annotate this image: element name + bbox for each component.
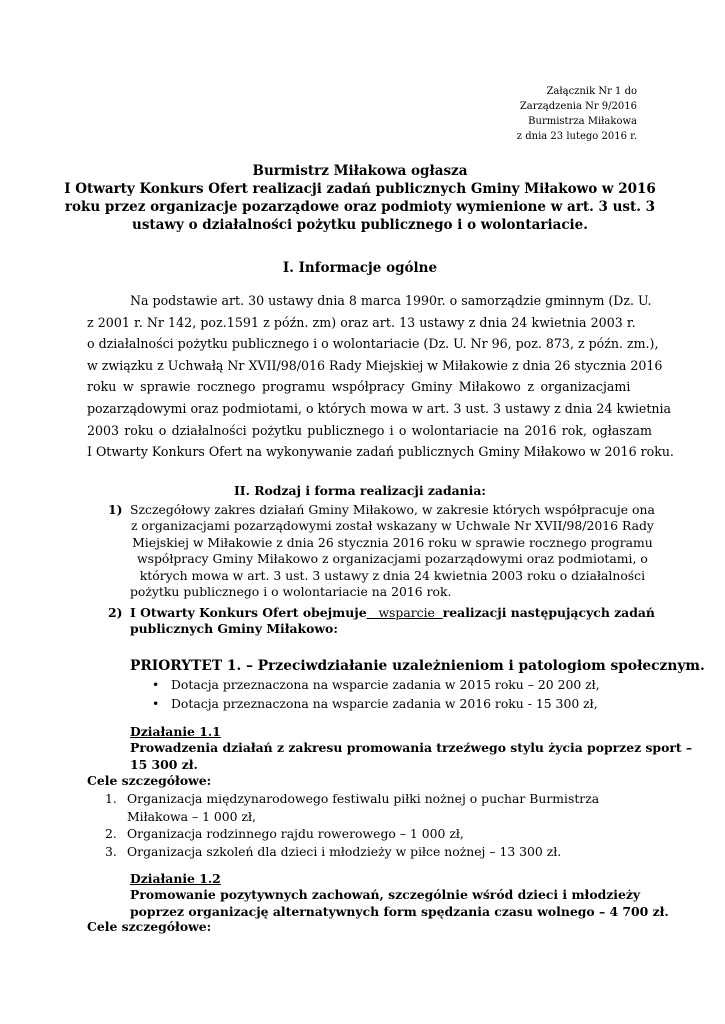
item-number: 2) [108, 605, 123, 620]
document-title [60, 162, 660, 234]
paragraph-line: Na podstawie art. 30 ustawy dnia 8 marca 1990r. o samorządzie gminnym (Dz. U. [130, 293, 652, 308]
list-item [105, 825, 599, 843]
action-1-1 [130, 724, 692, 773]
bullet-text: Dotacja przeznaczona na wsparcie zadania w 2016 roku - 15 300 zł, [171, 695, 598, 711]
action-desc-line: Promowanie pozytywnych zachowań, szczególnie wśród dzieci i młodzieży [130, 887, 641, 903]
item-line: publicznych Gminy Miłakowo: [130, 621, 338, 637]
action-desc-line: Prowadzenia działań z zakresu promowania trzeźwego stylu życia poprzez sport – [130, 740, 693, 756]
paragraph-line: pozarządowymi oraz podmiotami, o których mowa w art. 3 ust. 3 ustawy z dnia 24 kwietnia [87, 400, 672, 416]
list-line: Organizacja rodzinnego rajdu rowerowego – 1 000 zł, [127, 826, 464, 841]
list-number: 2. [105, 826, 117, 841]
title-line: roku przez organizacje pozarządowe oraz podmioty wymienione w art. 3 ust. 3 [64, 199, 656, 215]
title-line: Burmistrz Miłakowa ogłasza [252, 163, 468, 179]
paragraph-line: I Otwarty Konkurs Ofert na wykonywanie zadań publicznych Gminy Miłakowo w 2016 roku. [87, 444, 674, 460]
list-line: Organizacja szkoleń dla dzieci i młodzieży w piłce nożnej – 13 300 zł. [127, 843, 562, 859]
annex-line: Załącznik Nr 1 do [546, 86, 637, 97]
bullet-item [152, 695, 600, 714]
action-heading: Działanie 1.1 [130, 724, 221, 739]
list-item [105, 843, 599, 861]
section-1-heading: I. Informacje ogólne [282, 260, 438, 276]
bullet-icon: • [152, 695, 160, 711]
goals-label: Cele szczegółowe: [87, 773, 212, 788]
item-line [130, 605, 655, 621]
section-2-heading: II. Rodzaj i forma realizacji zadania: [234, 483, 486, 498]
title-line: ustawy o działalności pożytku publicznego i o wolontariacie. [132, 217, 588, 233]
annex-line: Zarządzenia Nr 9/2016 [519, 101, 637, 112]
action-desc-line: 15 300 zł. [130, 756, 198, 772]
item-line: Miejskiej w Miłakowie z dnia 26 stycznia 2016 roku w sprawie rocznego programu [132, 534, 653, 550]
goals-label: Cele szczegółowe: [87, 919, 212, 934]
item-1-text [130, 502, 655, 600]
item-2-text [130, 605, 655, 638]
annex-header [517, 84, 637, 144]
action-1-2 [130, 871, 669, 920]
item-line: Szczegółowy zakres działań Gminy Miłakowo, w zakresie których współpracuje ona [130, 502, 655, 517]
action-heading: Działanie 1.2 [130, 871, 221, 886]
paragraph-line: 2003 roku o działalności pożytku publicznego i o wolontariacie na 2016 rok, ogłaszam [87, 422, 652, 438]
section-1-paragraph [87, 290, 674, 463]
item-2-text-before: I Otwarty Konkurs Ofert obejmuje [130, 605, 367, 620]
item-line: z organizacjami pozarządowymi został wskazany w Uchwale Nr XVII/98/2016 Rady [130, 518, 654, 534]
paragraph-line: z 2001 r. Nr 142, poz.1591 z późn. zm) oraz art. 13 ustawy z dnia 24 kwietnia 2003 r. [87, 314, 636, 330]
paragraph-line: o działalności pożytku publicznego i o wolontariacie (Dz. U. Nr 96, poz. 873, z późn. zm.), [87, 336, 659, 352]
priority-1-heading: PRIORYTET 1. – Przeciwdziałanie uzależnieniom i patologiom społecznym. [130, 658, 705, 674]
list-item [105, 790, 599, 825]
list-number: 1. [105, 791, 117, 806]
paragraph-line: w związku z Uchwałą Nr XVII/98/016 Rady Miejskiej w Miłakowie z dnia 26 stycznia 2016 [87, 357, 663, 373]
list-number: 3. [105, 843, 117, 859]
list-line: Miłakowa – 1 000 zł, [127, 808, 256, 824]
paragraph-line: roku w sprawie rocznego programu współpracy Gminy Miłakowo z organizacjami [87, 379, 631, 395]
list-line: Organizacja międzynarodowego festiwalu piłki nożnej o puchar Burmistrza [127, 791, 600, 806]
support-underlined: wsparcie [366, 605, 443, 620]
item-line: pożytku publicznego i o wolontariacie na 2016 rok. [130, 584, 452, 600]
action-desc-line: poprzez organizację alternatywnych form spędzania czasu wolnego – 4 700 zł. [130, 903, 669, 919]
title-line: I Otwarty Konkurs Ofert realizacji zadań publicznych Gminy Miłakowo w 2016 [64, 181, 656, 197]
item-line: których mowa w art. 3 ust. 3 ustawy z dnia 24 kwietnia 2003 roku o działalności [139, 567, 646, 583]
bullet-item [152, 676, 600, 695]
priority-1-bullets [152, 676, 600, 713]
annex-line: Burmistrza Miłakowa [528, 116, 637, 127]
item-line: współpracy Gminy Miłakowo z organizacjami pozarządowymi oraz podmiotami, o [137, 551, 648, 567]
bullet-icon: • [152, 677, 160, 692]
annex-line: z dnia 23 lutego 2016 r. [516, 131, 637, 142]
bullet-text: Dotacja przeznaczona na wsparcie zadania w 2015 roku – 20 200 zł, [171, 677, 600, 692]
item-number: 1) [108, 502, 123, 517]
goals-list [105, 790, 599, 860]
item-2-text-after: realizacji następujących zadań [442, 605, 655, 620]
